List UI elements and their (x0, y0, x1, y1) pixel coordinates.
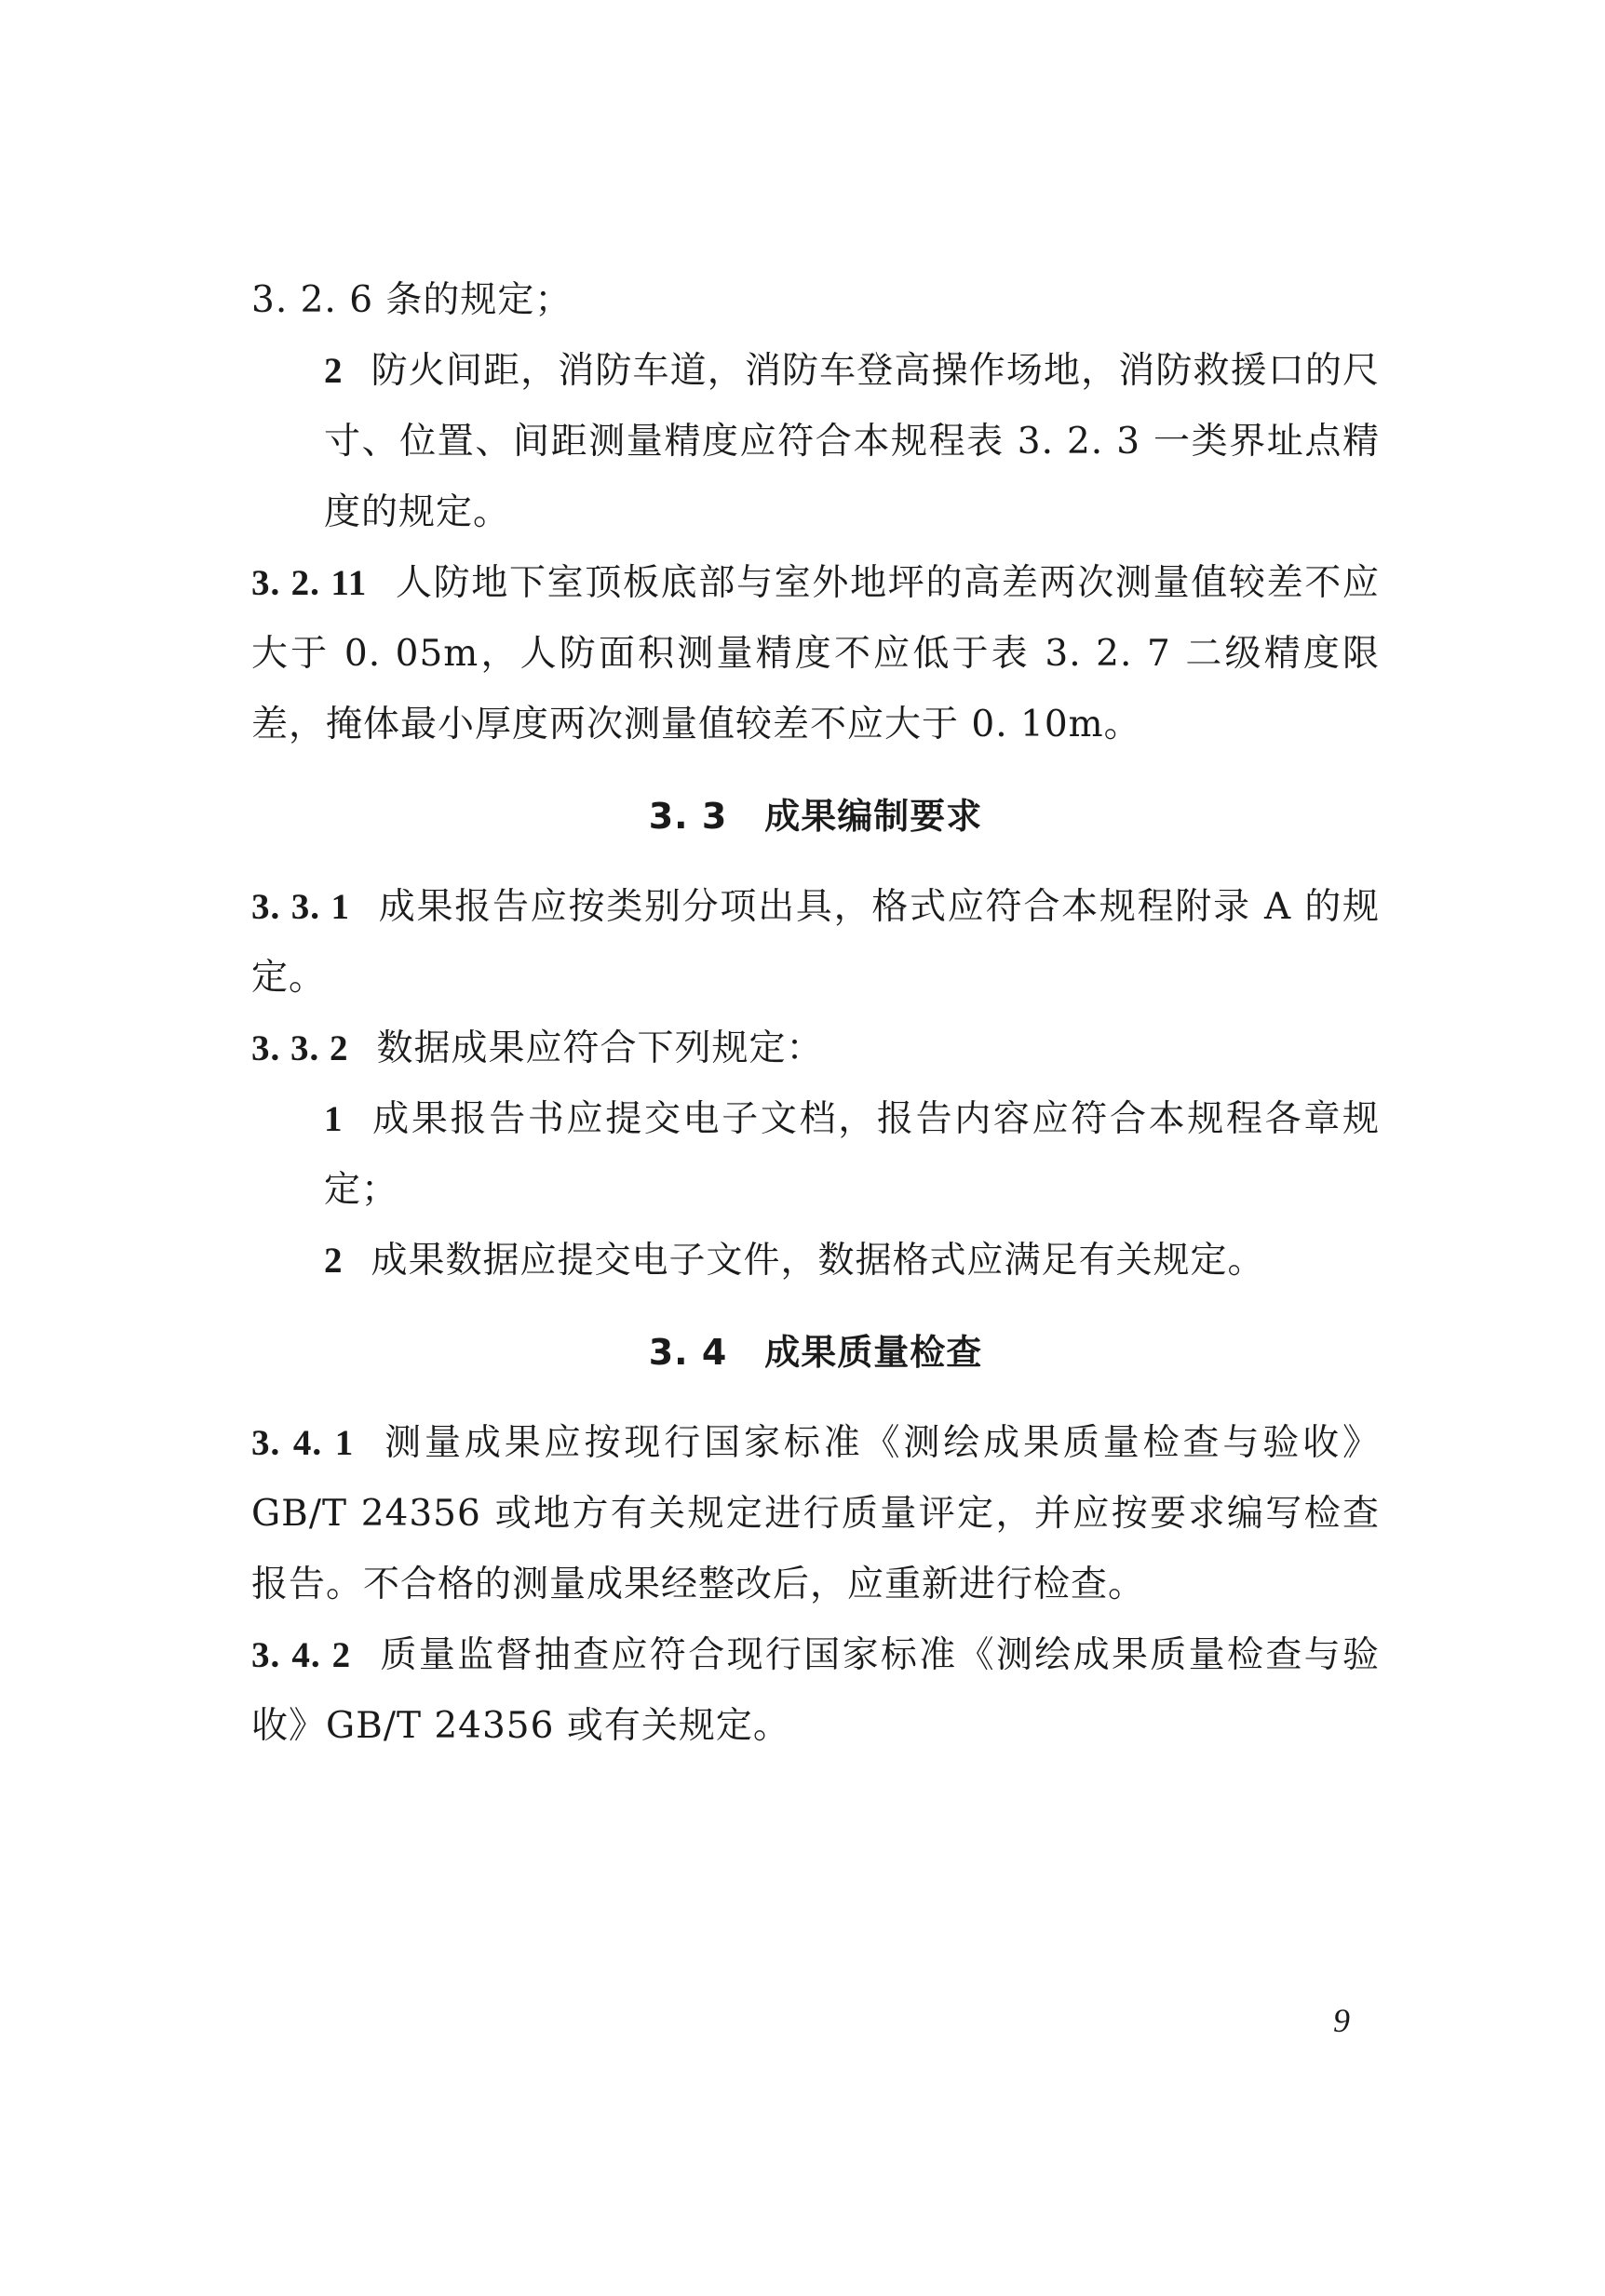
item-number: 2 (324, 1241, 344, 1281)
clause-number: 3. 4. 2 (251, 1635, 352, 1675)
list-item (251, 1226, 1380, 1296)
section-number: 3. 3 (648, 796, 728, 837)
paragraph-text: 3. 2. 6 条的规定； (251, 279, 573, 321)
section-heading-3-4 (251, 1317, 1380, 1388)
clause-text: 质量监督抽查应符合现行国家标准《测绘成果质量检查与验收》GB/T 24356 或有关规定。 (251, 1634, 1380, 1747)
section-heading-3-3 (251, 781, 1380, 852)
clause-number: 3. 3. 1 (251, 887, 350, 927)
clause-number: 3. 3. 2 (251, 1028, 349, 1068)
list-item (251, 1084, 1380, 1226)
clause-3-4-1 (251, 1408, 1380, 1620)
page-number: 9 (1333, 2002, 1350, 2039)
clause-3-2-11 (251, 548, 1380, 760)
clause-text: 数据成果应符合下列规定： (376, 1027, 824, 1069)
item-text: 成果数据应提交电子文件，数据格式应满足有关规定。 (371, 1240, 1265, 1282)
list-item (251, 336, 1380, 548)
section-number: 3. 4 (648, 1332, 728, 1373)
clause-number: 3. 4. 1 (251, 1423, 355, 1463)
clause-number: 3. 2. 11 (251, 563, 368, 603)
clause-3-3-1 (251, 872, 1380, 1014)
clause-text: 测量成果应按现行国家标准《测绘成果质量检查与验收》GB/T 24356 或地方有关规定进行质量评定，并应按要求编写检查报告。不合格的测量成果经整改后，应重新进行检查。 (251, 1422, 1380, 1605)
clause-text: 人防地下室顶板底部与室外地坪的高差两次测量值较差不应大于 0. 05m，人防面积测量精度不应低于表 3. 2. 7 二级精度限差，掩体最小厚度两次测量值较差不应大于 0. 10m。 (251, 562, 1380, 745)
clause-3-3-2 (251, 1014, 1380, 1084)
item-number: 1 (324, 1099, 344, 1139)
item-text: 成果报告书应提交电子文档，报告内容应符合本规程各章规定； (324, 1098, 1380, 1211)
item-number: 2 (324, 351, 344, 391)
clause-text: 成果报告应按类别分项出具，格式应符合本规程附录 A 的规定。 (251, 886, 1381, 999)
section-title: 成果质量检查 (764, 1332, 983, 1373)
item-text: 防火间距，消防车道，消防车登高操作场地，消防救援口的尺寸、位置、间距测量精度应符合本规程表 3. 2. 3 一类界址点精度的规定。 (324, 350, 1380, 533)
page-body (251, 265, 1380, 1762)
section-title: 成果编制要求 (764, 796, 983, 837)
paragraph-continuation (251, 265, 1380, 336)
clause-3-4-2 (251, 1620, 1380, 1762)
